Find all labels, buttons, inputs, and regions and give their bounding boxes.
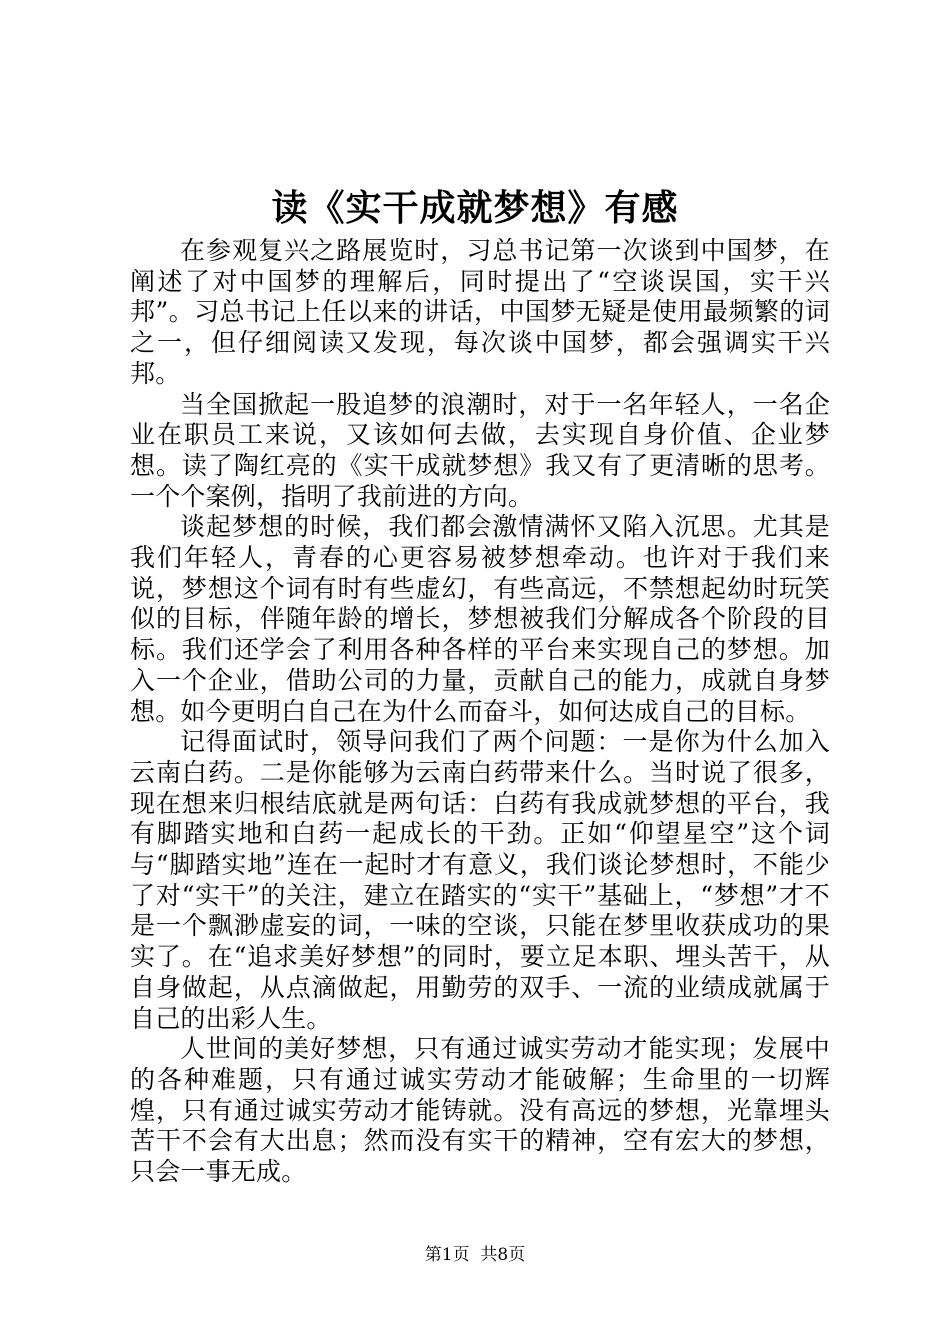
paragraph-2: 当全国掀起一股追梦的浪潮时，对于一名年轻人，一名企业在职员工来说，又该如何去做，去实现自身价值、企业梦想。读了陶红亮的《实干成就梦想》我又有了更清晰的思考。一个个案例，指明了我前进的方向。 <box>130 389 830 511</box>
paragraph-1: 在参观复兴之路展览时，习总书记第一次谈到中国梦，在阐述了对中国梦的理解后，同时提出了“空谈误国，实干兴邦”。习总书记上任以来的讲话，中国梦无疑是使用最频繁的词之一，但仔细阅读又发现，每次谈中国梦，都会强调实干兴邦。 <box>130 236 830 388</box>
paragraph-4: 记得面试时，领导问我们了两个问题：一是你为什么加入云南白药。二是你能够为云南白药带来什么。当时说了很多，现在想来归根结底就是两句话：白药有我成就梦想的平台，我有脚踏实地和白药一起成长的干劲。正如“仰望星空”这个词与“脚踏实地”连在一起时才有意义，我们谈论梦想时，不能少了对“实干”的关注，建立在踏实的“实干”基础上，“梦想”才不是一个飘渺虚妄的词，一味的空谈，只能在梦里收获成功的果实了。在“追求美好梦想”的同时，要立足本职、埋头苦干，从自身做起，从点滴做起，用勤劳的双手、一流的业绩成就属于自己的出彩人生。 <box>130 727 830 1033</box>
document-title: 读《实干成就梦想》有感 <box>271 187 679 229</box>
paragraph-5: 人世间的美好梦想，只有通过诚实劳动才能实现；发展中的各种难题，只有通过诚实劳动才能破解；生命里的一切辉煌，只有通过诚实劳动才能铸就。没有高远的梦想，光靠埋头苦干不会有大出息；然而没有实干的精神，空有宏大的梦想，只会一事无成。 <box>130 1034 830 1187</box>
paragraph-3: 谈起梦想的时候，我们都会激情满怀又陷入沉思。尤其是我们年轻人，青春的心更容易被梦想牵动。也许对于我们来说，梦想这个词有时有些虚幻，有些高远，不禁想起幼时玩笑似的目标，伴随年龄的增长，梦想被我们分解成各个阶段的目标。我们还学会了利用各种各样的平台来实现自己的梦想。加入一个企业，借助公司的力量，贡献自己的能力，成就自身梦想。如今更明白自己在为什么而奋斗，如何达成自己的目标。 <box>130 512 830 726</box>
page-number-footer: 第1页 共8页 <box>424 1245 526 1265</box>
document-body <box>130 236 830 1188</box>
